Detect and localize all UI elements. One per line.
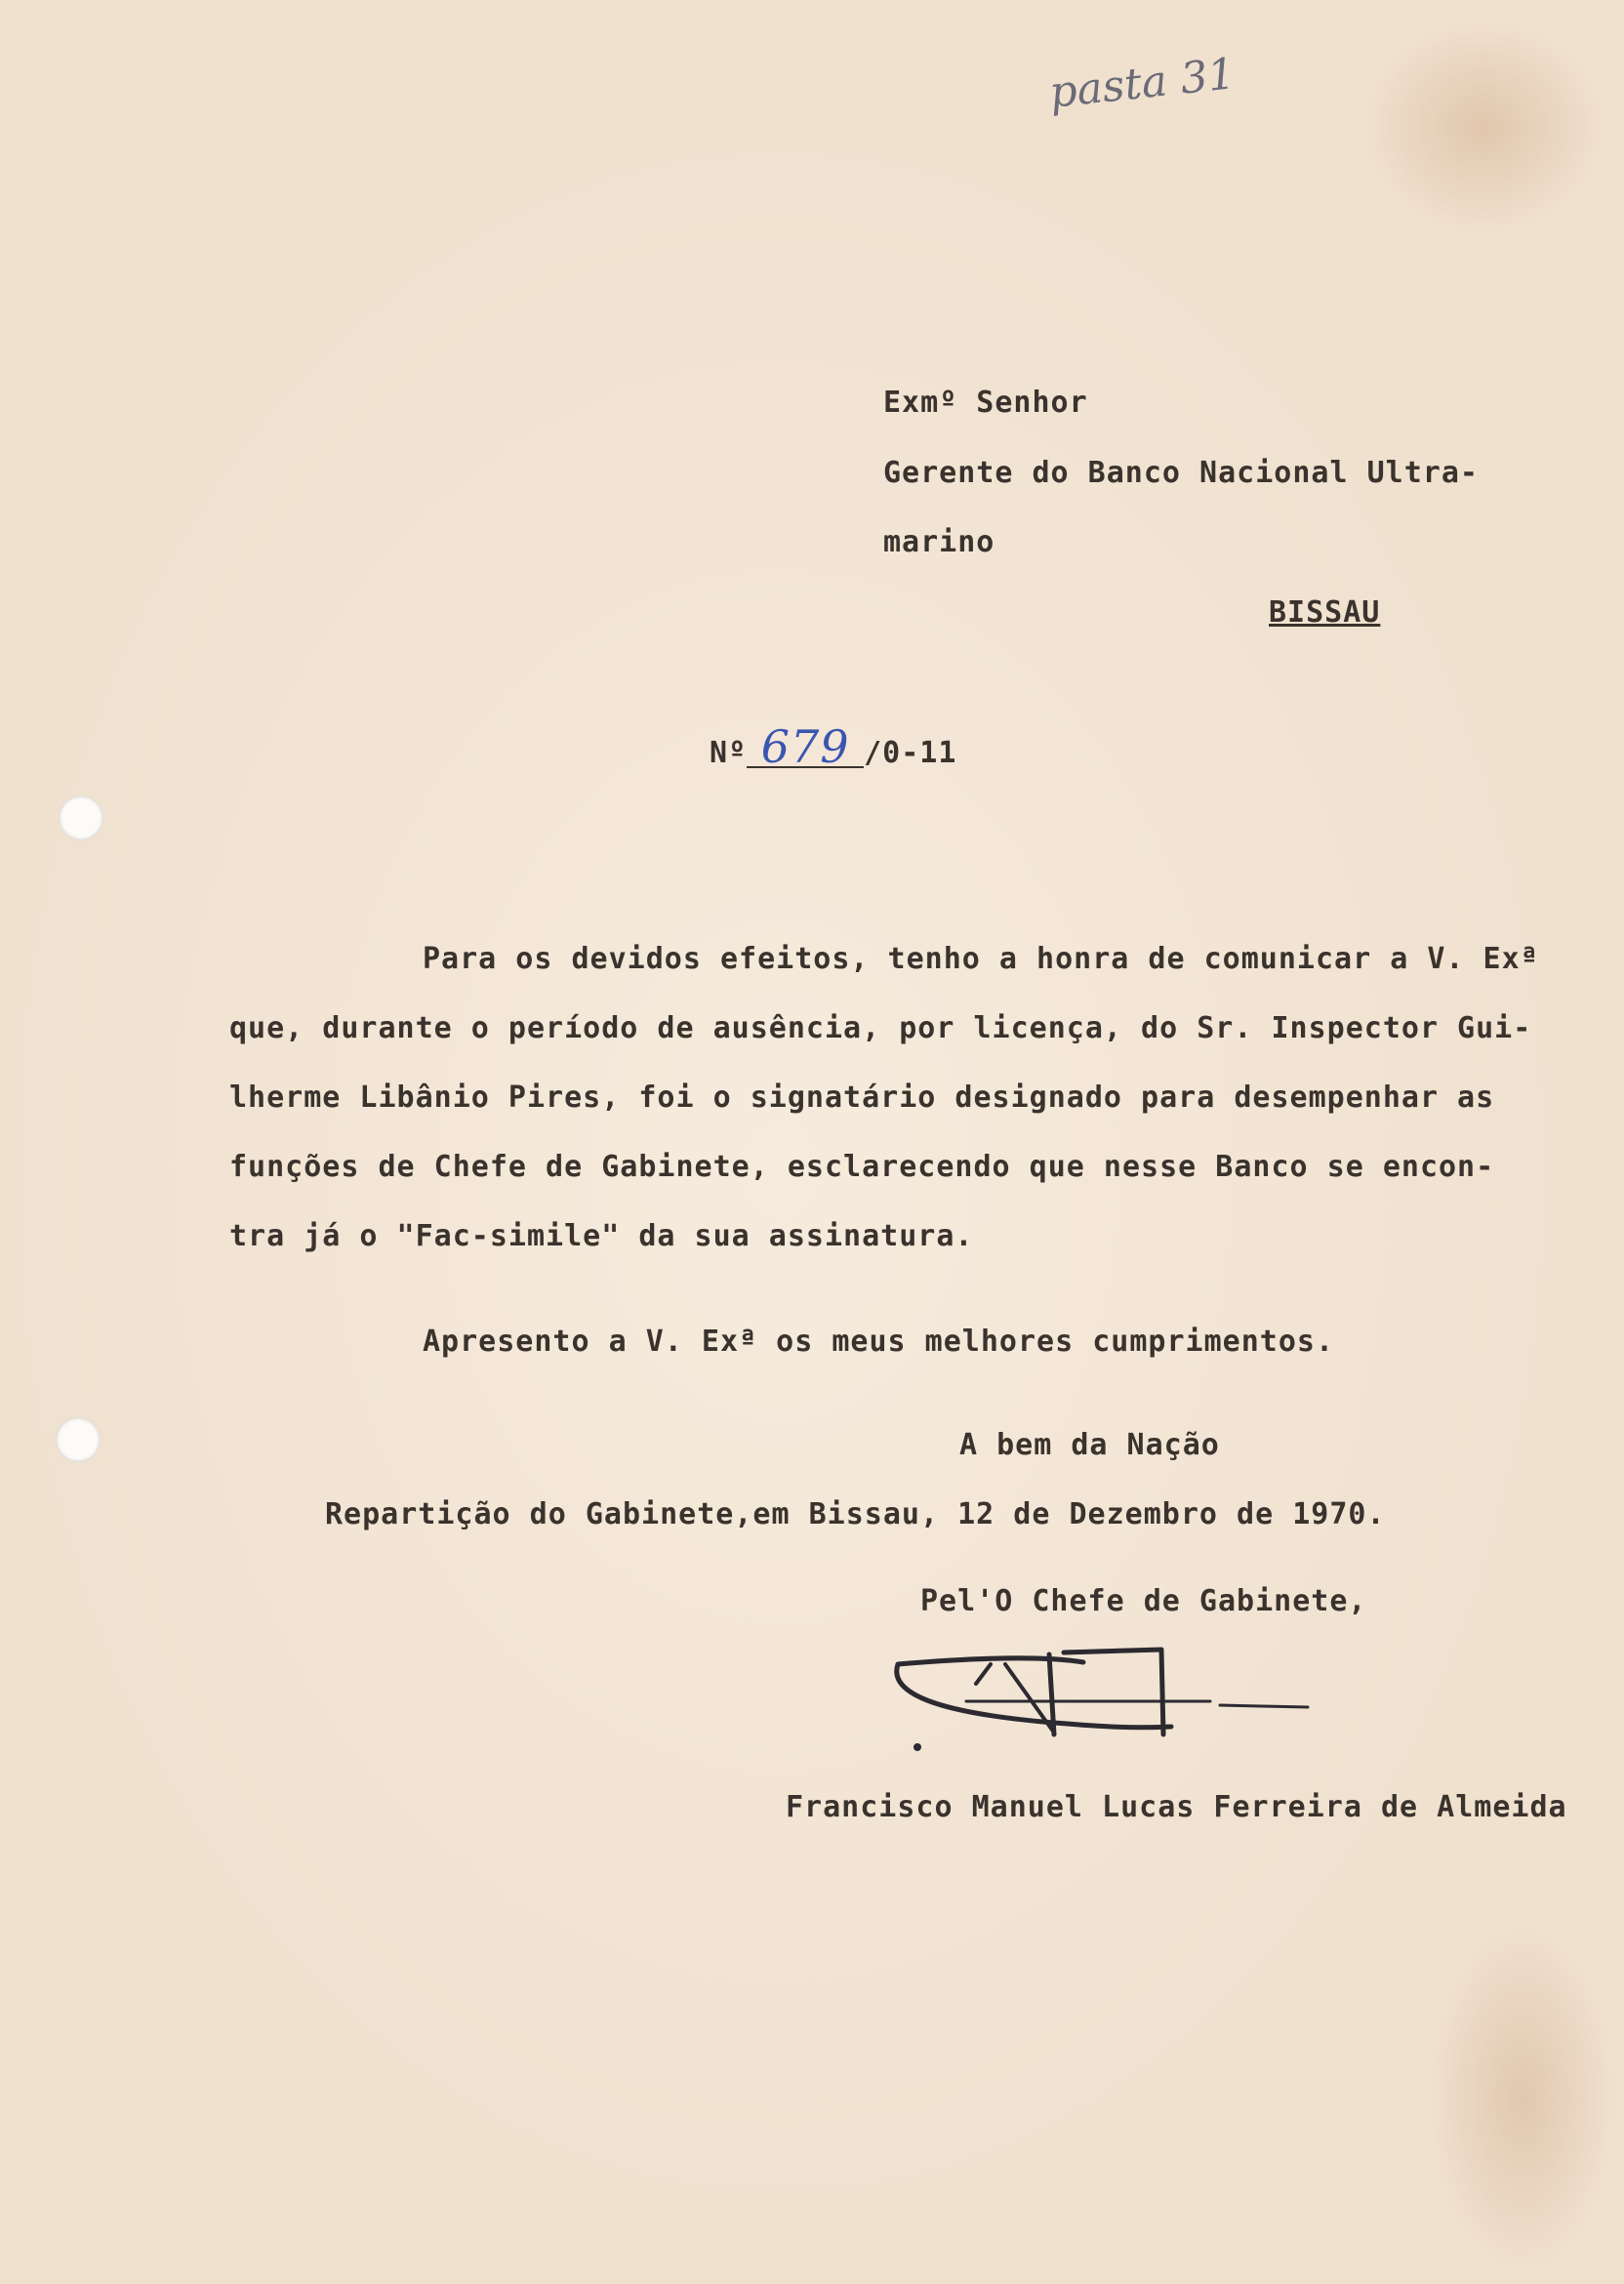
recipient-salutation: Exmº Senhor <box>883 386 1088 420</box>
recipient-line-2: marino <box>883 525 995 559</box>
body-line-3: lherme Libânio Pires, foi o signatário designado para desempenhar as <box>229 1081 1495 1115</box>
closing-motto: A bem da Nação <box>959 1428 1220 1462</box>
closing-on-behalf: Pel'O Chefe de Gabinete, <box>920 1584 1367 1618</box>
greeting-line: Apresento a V. Exª os meus melhores cumprimentos. <box>423 1325 1335 1359</box>
recipient-line-1: Gerente do Banco Nacional Ultra- <box>883 456 1479 490</box>
punch-hole-bottom <box>56 1417 101 1462</box>
body-line-1: Para os devidos efeitos, tenho a honra de comunicar a V. Exª <box>423 942 1539 976</box>
reference-handwritten-number: 679 <box>747 727 864 768</box>
recipient-city: BISSAU <box>1269 595 1381 630</box>
handwritten-note: pasta 31 <box>1046 49 1238 118</box>
handwritten-signature <box>878 1625 1327 1762</box>
body-line-2: que, durante o período de ausência, por licença, do Sr. Inspector Gui- <box>229 1011 1532 1045</box>
body-line-5: tra já o "Fac-simile" da sua assinatura. <box>229 1219 974 1253</box>
closing-place-date: Repartição do Gabinete,em Bissau, 12 de Dezembro de 1970. <box>325 1497 1386 1531</box>
reference-suffix: /0-11 <box>864 736 957 770</box>
punch-hole-top <box>59 795 103 840</box>
signatory-name: Francisco Manuel Lucas Ferreira de Almeida <box>786 1790 1567 1824</box>
reference-number <box>710 720 957 773</box>
reference-prefix: Nº <box>710 736 748 770</box>
body-line-4: funções de Chefe de Gabinete, esclarecendo que nesse Banco se encon- <box>229 1150 1495 1184</box>
